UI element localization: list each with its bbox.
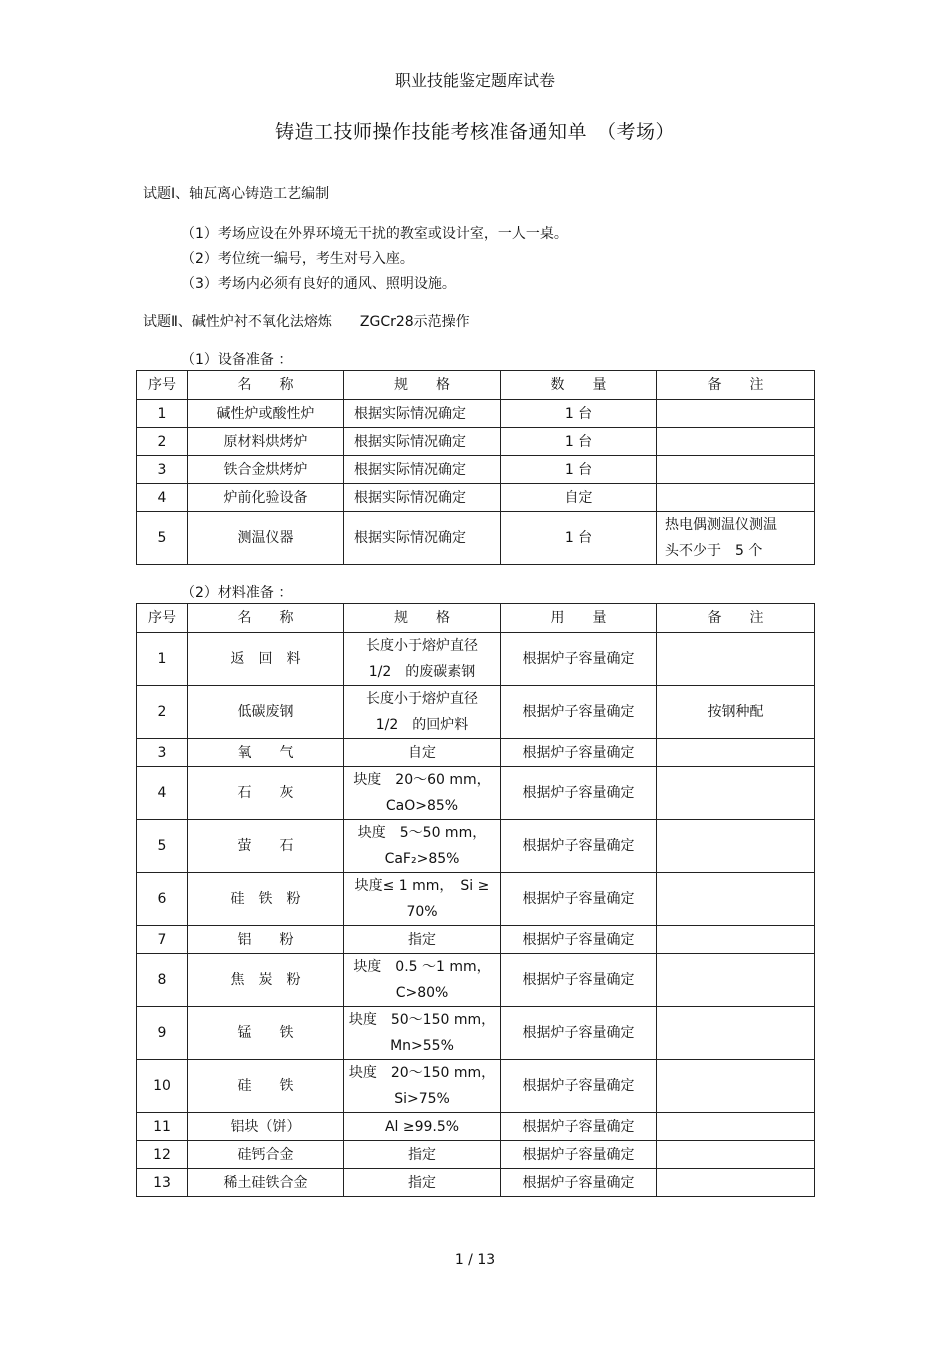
table-cell: 4 (137, 767, 188, 820)
table-cell (657, 484, 815, 512)
table-row (137, 1169, 815, 1197)
table-cell (657, 428, 815, 456)
table-cell: 3 (137, 739, 188, 767)
table-cell: 铁合金烘烤炉 (188, 456, 344, 484)
table-cell: 块度 5～50 mm， CaF₂>85% (344, 820, 501, 873)
table-cell: 根据炉子容量确定 (501, 767, 657, 820)
table-cell: 7 (137, 926, 188, 954)
table-cell: 稀土硅铁合金 (188, 1169, 344, 1197)
column-header: 规 格 (344, 604, 501, 633)
table-row (137, 428, 815, 456)
table-cell: 铝块（饼） (188, 1113, 344, 1141)
equipment-table (136, 370, 815, 565)
table-cell: 根据实际情况确定 (344, 456, 501, 484)
table-row (137, 1141, 815, 1169)
table-cell: 根据炉子容量确定 (501, 1113, 657, 1141)
table-cell: 根据炉子容量确定 (501, 739, 657, 767)
table-row (137, 1113, 815, 1141)
table-row (137, 767, 815, 820)
table-cell: 氧 气 (188, 739, 344, 767)
equipment-label: （1）设备准备 ： (181, 352, 293, 368)
column-header: 序号 (137, 604, 188, 633)
table-cell (657, 400, 815, 428)
table-cell: 指定 (344, 1141, 501, 1169)
column-header: 数 量 (501, 371, 657, 400)
table-cell: 块度 50～150 mm， Mn>55% (344, 1007, 501, 1060)
table-cell: 块度≤ 1 mm， Si ≥ 70% (344, 873, 501, 926)
table-cell (657, 1060, 815, 1113)
table-cell: 指定 (344, 926, 501, 954)
table-row (137, 512, 815, 565)
column-header: 用 量 (501, 604, 657, 633)
table-cell: 硅 铁 (188, 1060, 344, 1113)
page-number: 1 / 13 (454, 1252, 496, 1268)
table-cell: 长度小于熔炉直径 1/2 的废碳素钢 (344, 633, 501, 686)
table-cell: 11 (137, 1113, 188, 1141)
table-cell: 2 (137, 686, 188, 739)
table-cell: 1 台 (501, 428, 657, 456)
table-cell: 长度小于熔炉直径 1/2 的回炉料 (344, 686, 501, 739)
table-cell: 1 台 (501, 456, 657, 484)
table-cell: 根据炉子容量确定 (501, 1060, 657, 1113)
table-cell: 13 (137, 1169, 188, 1197)
table-cell: 碱性炉或酸性炉 (188, 400, 344, 428)
table-cell (657, 1113, 815, 1141)
table-row (137, 739, 815, 767)
table-row (137, 1007, 815, 1060)
exam1-item-1: （1）考场应设在外界环境无干扰的教室或设计室，一人一桌。 (181, 226, 568, 242)
table-header-row (137, 604, 815, 633)
table-cell: 3 (137, 456, 188, 484)
table-row (137, 400, 815, 428)
table-cell: 测温仪器 (188, 512, 344, 565)
document-title: 铸造工技师操作技能考核准备通知单 （考场） (274, 121, 675, 143)
table-cell (657, 1141, 815, 1169)
table-cell: 根据实际情况确定 (344, 512, 501, 565)
table-row (137, 686, 815, 739)
table-cell: 5 (137, 512, 188, 565)
table-cell: 2 (137, 428, 188, 456)
table-cell: 萤 石 (188, 820, 344, 873)
table-cell: 石 灰 (188, 767, 344, 820)
table-cell (657, 1169, 815, 1197)
table-cell: 1 台 (501, 512, 657, 565)
materials-label: （2）材料准备 ： (181, 585, 293, 601)
table-cell: 焦 炭 粉 (188, 954, 344, 1007)
table-cell: 1 (137, 633, 188, 686)
table-cell: 根据炉子容量确定 (501, 954, 657, 1007)
column-header: 备 注 (657, 371, 815, 400)
table-cell: 1 (137, 400, 188, 428)
table-cell (657, 739, 815, 767)
table-row (137, 484, 815, 512)
table-cell: 块度 20～60 mm， CaO>85% (344, 767, 501, 820)
table-row (137, 633, 815, 686)
table-cell: 硅 铁 粉 (188, 873, 344, 926)
table-cell: 根据炉子容量确定 (501, 686, 657, 739)
table-cell: 块度 0.5 ～1 mm， C>80% (344, 954, 501, 1007)
table-cell: 铝 粉 (188, 926, 344, 954)
exam1-item-2: （2）考位统一编号，考生对号入座。 (181, 251, 414, 267)
table-cell: 根据实际情况确定 (344, 428, 501, 456)
table-cell: 8 (137, 954, 188, 1007)
table-cell: 根据炉子容量确定 (501, 873, 657, 926)
table-cell: 10 (137, 1060, 188, 1113)
table-cell (657, 873, 815, 926)
table-cell (657, 767, 815, 820)
table-row (137, 820, 815, 873)
table-cell: 根据炉子容量确定 (501, 926, 657, 954)
exam2-heading: 试题Ⅱ、碱性炉衬不氧化法熔炼 ZGCr28示范操作 (143, 314, 470, 330)
table-cell: 块度 20～150 mm， Si>75% (344, 1060, 501, 1113)
table-cell: 返 回 料 (188, 633, 344, 686)
table-cell: 根据炉子容量确定 (501, 633, 657, 686)
column-header: 规 格 (344, 371, 501, 400)
column-header: 备 注 (657, 604, 815, 633)
table-cell: 自定 (344, 739, 501, 767)
column-header: 名 称 (188, 604, 344, 633)
table-cell: 硅钙合金 (188, 1141, 344, 1169)
table-cell: 原材料烘烤炉 (188, 428, 344, 456)
table-cell (657, 926, 815, 954)
materials-table (136, 603, 815, 1197)
table-cell (657, 633, 815, 686)
exam1-heading: 试题Ⅰ、轴瓦离心铸造工艺编制 (143, 186, 330, 202)
table-cell: 根据炉子容量确定 (501, 1169, 657, 1197)
table-cell: 根据炉子容量确定 (501, 1007, 657, 1060)
table-cell: 按钢种配 (657, 686, 815, 739)
column-header: 序号 (137, 371, 188, 400)
table-cell: 自定 (501, 484, 657, 512)
table-cell: 12 (137, 1141, 188, 1169)
table-cell: 指定 (344, 1169, 501, 1197)
table-row (137, 456, 815, 484)
table-row (137, 1060, 815, 1113)
table-cell: 根据炉子容量确定 (501, 820, 657, 873)
exam1-item-3: （3）考场内必须有良好的通风、照明设施。 (181, 276, 456, 292)
table-cell: 6 (137, 873, 188, 926)
table-cell (657, 456, 815, 484)
table-cell: 9 (137, 1007, 188, 1060)
table-header-row (137, 371, 815, 400)
table-row (137, 926, 815, 954)
table-row (137, 954, 815, 1007)
table-cell: 炉前化验设备 (188, 484, 344, 512)
table-cell: 热电偶测温仪测温 头不少于 5 个 (657, 512, 815, 565)
table-cell (657, 1007, 815, 1060)
table-cell: 根据实际情况确定 (344, 484, 501, 512)
table-cell: 锰 铁 (188, 1007, 344, 1060)
table-row (137, 873, 815, 926)
table-cell: 根据实际情况确定 (344, 400, 501, 428)
table-cell (657, 820, 815, 873)
table-cell: 低碳废钢 (188, 686, 344, 739)
table-cell: 根据炉子容量确定 (501, 1141, 657, 1169)
column-header: 名 称 (188, 371, 344, 400)
table-cell: 1 台 (501, 400, 657, 428)
table-cell: 4 (137, 484, 188, 512)
table-cell: Al ≥99.5% (344, 1113, 501, 1141)
table-cell (657, 954, 815, 1007)
page-header: 职业技能鉴定题库试卷 (394, 71, 555, 90)
table-cell: 5 (137, 820, 188, 873)
